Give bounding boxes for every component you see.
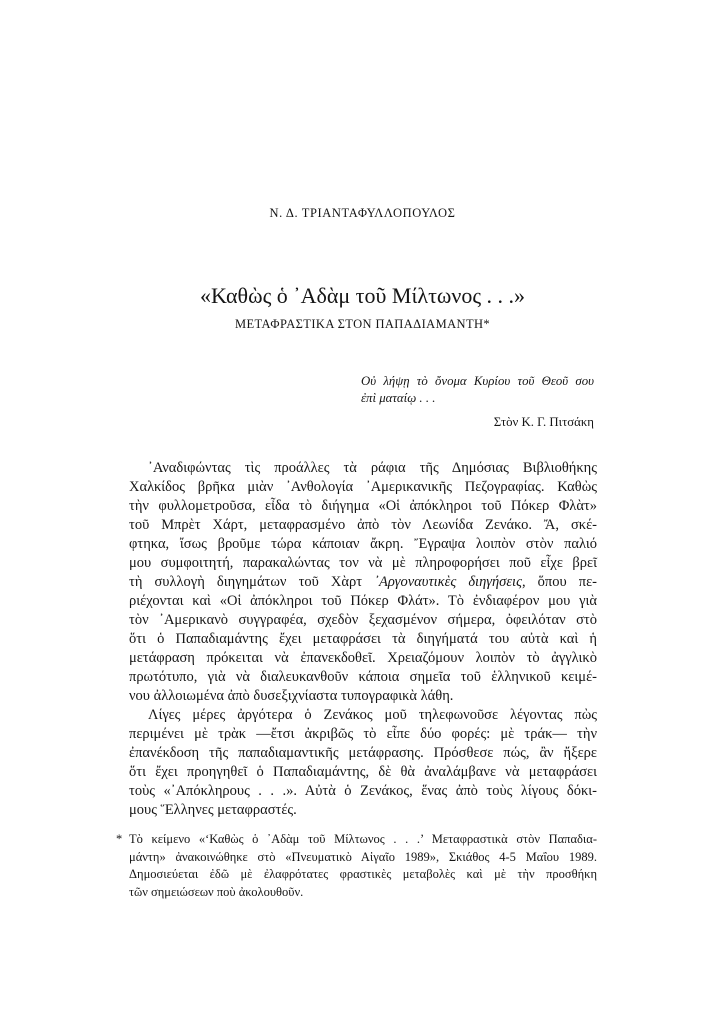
body-line: πρωτότυπο, γιὰ νὰ διαλευκανθοῦν κάποια σημεῖα τοῦ ἑλληνικοῦ κειμέ- [129,669,597,685]
epigraph-line: Οὐ λήψῃ τὸ ὄνομα Κυρίου τοῦ Θεοῦ σου [361,374,594,388]
body-line: μετάφραση πρόκειται νὰ ἐπανεκδοθεῖ. Χρειαζόμουν λοιπὸν τὸ ἀγγλικὸ [129,650,597,666]
body-line: Χαλκίδος βρῆκα μιὰν ᾿Ανθολογία ᾿Αμερικανικῆς Πεζογραφίας. Καθὼς [129,479,597,495]
body-line: ριέχονται καὶ «Οἱ ἀπόκληροι τοῦ Πόκερ Φλάτ». Τὸ ἐνδιαφέρον μου γιὰ [129,593,597,609]
body-line: ᾿Αναδιφώντας τὶς προάλλες τὰ ράφια τῆς Δημόσιας Βιβλιοθήκης [148,460,597,476]
paragraph-2 [129,706,597,820]
body-line: τὴν φυλλομετροῦσα, εἶδα τὸ διήγημα «Οἱ ἀπόκληροι τοῦ Πόκερ Φλὰτ» [129,498,597,514]
body-text [129,459,597,820]
body-line: περιμένει μὲ τρὰκ —ἔτσι ἀκριβῶς τὸ εἶπε δύο φορές: μὲ τράκ— τὴν [129,726,597,742]
footnote-line-text: Τὸ κείμενο «‘Καθὼς ὁ ᾿Αδὰμ τοῦ Μίλτωνος . . .’ Μεταφραστικὰ στὸν Παπαδια- [129,832,597,846]
body-line: μου συμφοιτητή, παρακαλώντας τον νὰ μὲ πληροφορήσει ποῦ εἶχε βρεῖ [129,555,597,571]
body-line: τοὺς «᾿Απόκληρους . . .». Αὐτὰ ὁ Ζενάκος, ἕνας ἀπὸ τοὺς λίγους δόκι- [129,783,597,799]
body-line: Λίγες μέρες ἀργότερα ὁ Ζενάκος μοῦ τηλεφωνοῦσε λέγοντας πὼς [148,707,597,723]
epigraph-line: ἐπὶ ματαίῳ . . . [361,391,436,405]
body-line: μους Ἕλληνες μεταφραστές. [129,802,297,818]
footnote-line: Δημοσιεύεται ἐδῶ μὲ ἐλαφρότατες φραστικὲς μεταβολὲς καὶ μὲ τὴν προσθήκη [129,867,597,882]
body-line: ὅτι ἔχει προηγηθεῖ ὁ Παπαδιαμάντης, δὲ θὰ ἀναλάμβανε νὰ μεταφράσει [129,764,597,780]
body-line: φτηκα, ἴσως βροῦμε τώρα κάποιαν ἄκρη. Ἔγραψα λοιπὸν στὸν παλιό [129,536,597,552]
paragraph-1 [129,459,597,706]
body-line: ὅτι ὁ Παπαδιαμάντης ἔχει μεταφράσει τὰ διηγήματά του αὐτὰ καὶ ἡ [129,631,597,647]
author-name: Ν. Δ. ΤΡΙΑΝΤΑΦΥΛΛΟΠΟΥΛΟΣ [269,206,456,220]
body-line-text: τὴ συλλογὴ διηγημάτων τοῦ Χὰρτ [129,574,375,590]
dedication: Στὸν Κ. Γ. Πιτσάκη [493,415,594,429]
footnote-marker: * [116,832,123,846]
article-subtitle: ΜΕΤΑΦΡΑΣΤΙΚΑ ΣΤΟΝ ΠΑΠΑΔΙΑΜΑΝΤΗ* [234,317,491,331]
footnote-line: τῶν σημειώσεων ποὺ ἀκολουθοῦν. [129,885,304,900]
body-line: τοῦ Μπρὲτ Χάρτ, μεταφρασμένο ἀπὸ τὸν Λεωνίδα Ζενάκο. Ἄ, σκέ- [129,517,597,533]
footnote-line: μάντη» ἀνακοινώθηκε στὸ «Πνευματικὸ Αἰγαῖο 1989», Σκιάθος 4-5 Μαΐου 1989. [129,849,597,864]
body-line-text: , ὅπου πε- [521,574,598,590]
book-title-italic: ᾿Αργοναυτικὲς διηγήσεις [374,574,522,590]
body-line: τὸν ᾿Αμερικανὸ συγγραφέα, σχεδὸν ξεχασμένον σήμερα, ὀφειλόταν στὸ [129,612,597,628]
article-title: «Καθὼς ὁ ᾿Αδὰμ τοῦ Μίλτωνος . . .» [199,283,526,308]
body-line [129,573,597,592]
epigraph [361,373,594,407]
body-line: ἐπανέκδοση τῆς παπαδιαμαντικῆς μετάφρασης. Πρόσθεσε πώς, ἂν ἤξερε [129,745,597,761]
body-line: νου ἀλλοιωμένα ἀπὸ δυσεξιχνίαστα τυπογραφικὰ λάθη. [129,688,454,704]
footnote [116,831,597,902]
footnote-line [116,831,597,849]
